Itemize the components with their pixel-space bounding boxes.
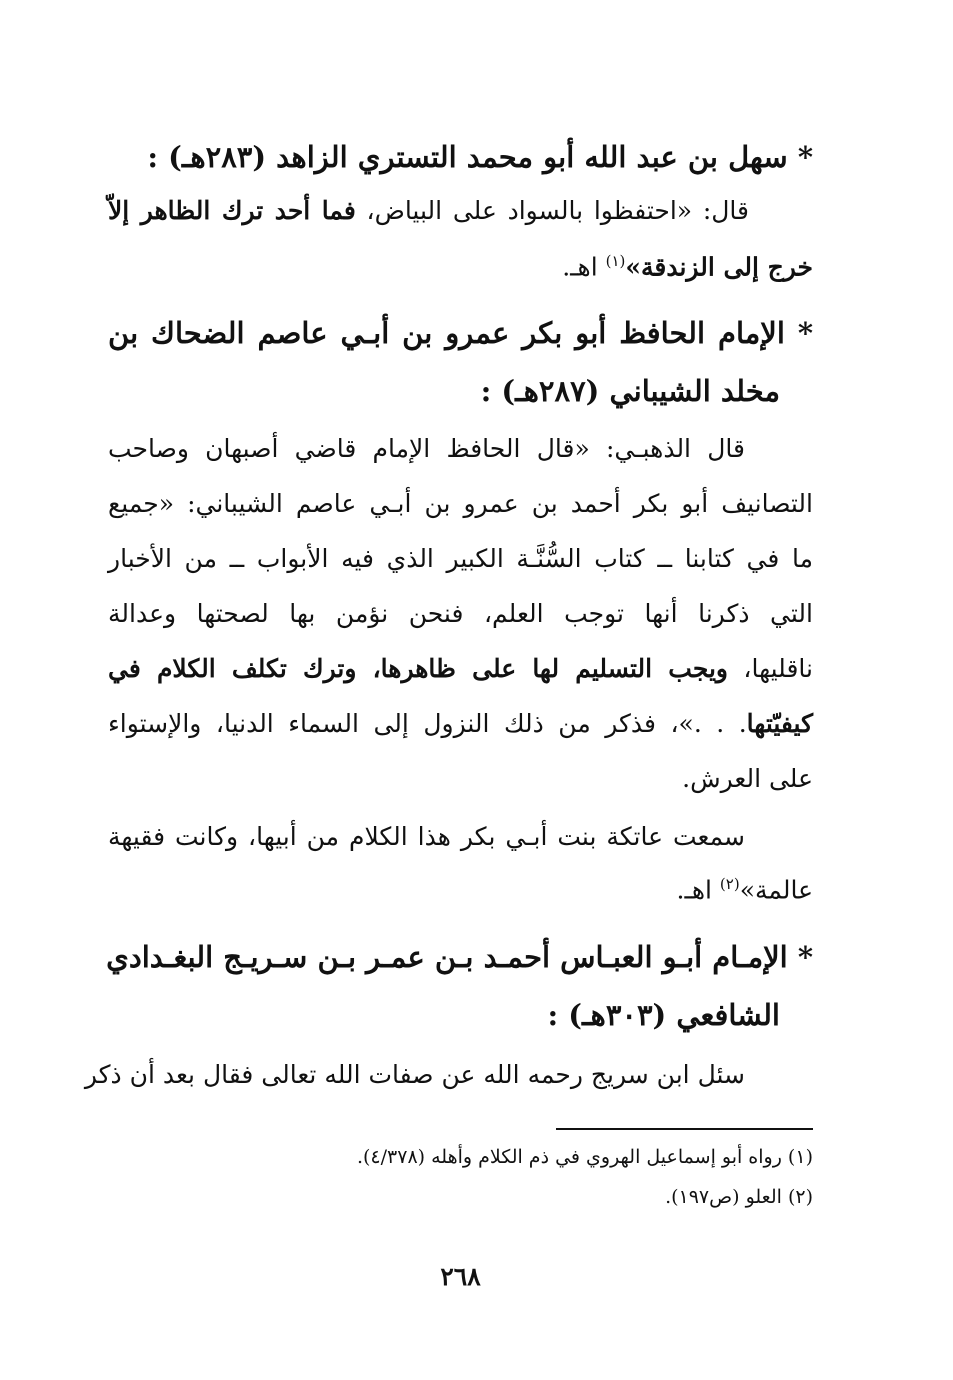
footnote-separator bbox=[556, 1128, 813, 1130]
text-line bbox=[108, 252, 813, 281]
text-line: ما في كتابنا ــ كتاب السُّنَّـة الكبير الذي فيه الأبواب ــ من الأخبار bbox=[108, 544, 813, 573]
heading-line: * الإمـام أبـو العبـاس أحمـد بـن عمـر بـن سـريـج البغـدادي bbox=[106, 940, 813, 974]
bold-text-run: ويجب التسليم لها على ظاهرها، وترك تكلف الكلام في bbox=[108, 654, 729, 683]
text-line: سمعت عاتكة بنت أبـي بكر هذا الكلام من أبيها، وكانت فقيهة bbox=[108, 822, 745, 851]
text-line bbox=[108, 654, 813, 683]
text-line bbox=[108, 196, 749, 225]
text-line bbox=[108, 709, 813, 738]
heading-line: * الإمام الحافظ أبو بكر عمرو بن أبـي عاصم الضحاك بن bbox=[108, 316, 813, 350]
footnote-1: (١) رواه أبو إسماعيل الهروي في ذم الكلام وأهله (٤/٣٧٨). bbox=[356, 1146, 813, 1168]
document-page bbox=[84, 0, 813, 1380]
footnote-marker[interactable]: (٢) bbox=[719, 875, 740, 893]
text-run: قال: «احتفظوا بالسواد على البياض، bbox=[355, 196, 749, 225]
text-run: اهـ. bbox=[562, 252, 606, 282]
heading-line: الشافعي (٣٠٣هـ) : bbox=[547, 998, 780, 1032]
heading-line: * سهل بن عبد الله أبو محمد التستري الزاهد (٢٨٣هـ) : bbox=[147, 140, 813, 174]
text-line: قال الذهبـي: «قال الحافظ الإمام قاضي أصبهان وصاحب bbox=[108, 434, 745, 463]
text-run: ناقليها، bbox=[728, 654, 813, 683]
footnote-marker[interactable]: (١) bbox=[605, 252, 626, 270]
text-line: التي ذكرنا أنها توجب العلم، فنحن نؤمن بها لصحتها وعدالة bbox=[108, 599, 813, 628]
bold-text-run: فما أحد ترك الظاهر إلاّ bbox=[108, 196, 356, 225]
bold-text-run: خرج إلى الزندقة» bbox=[625, 252, 813, 282]
text-run: . . .»، فذكر من ذلك النزول إلى السماء الدنيا، والإستواء bbox=[108, 709, 747, 738]
heading-line: مخلد الشيباني (٢٨٧هـ) : bbox=[480, 374, 780, 408]
text-line: سئل ابن سريج رحمه الله عن صفات الله تعالى فقال بعد أن ذكر bbox=[84, 1060, 745, 1089]
text-line bbox=[108, 875, 813, 904]
text-line: على العرش. bbox=[682, 764, 813, 793]
text-line: التصانيف أبو بكر أحمد بن عمرو بن أبـي عاصم الشيباني: «جميع bbox=[108, 489, 813, 518]
text-run: اهـ. bbox=[676, 875, 720, 905]
page-number: ٢٦٨ bbox=[440, 1262, 481, 1291]
text-run: عالمة» bbox=[739, 875, 813, 905]
bold-text-run: كيفيّتها bbox=[746, 709, 813, 738]
footnote-2: (٢) العلو (ص١٩٧). bbox=[665, 1186, 813, 1208]
